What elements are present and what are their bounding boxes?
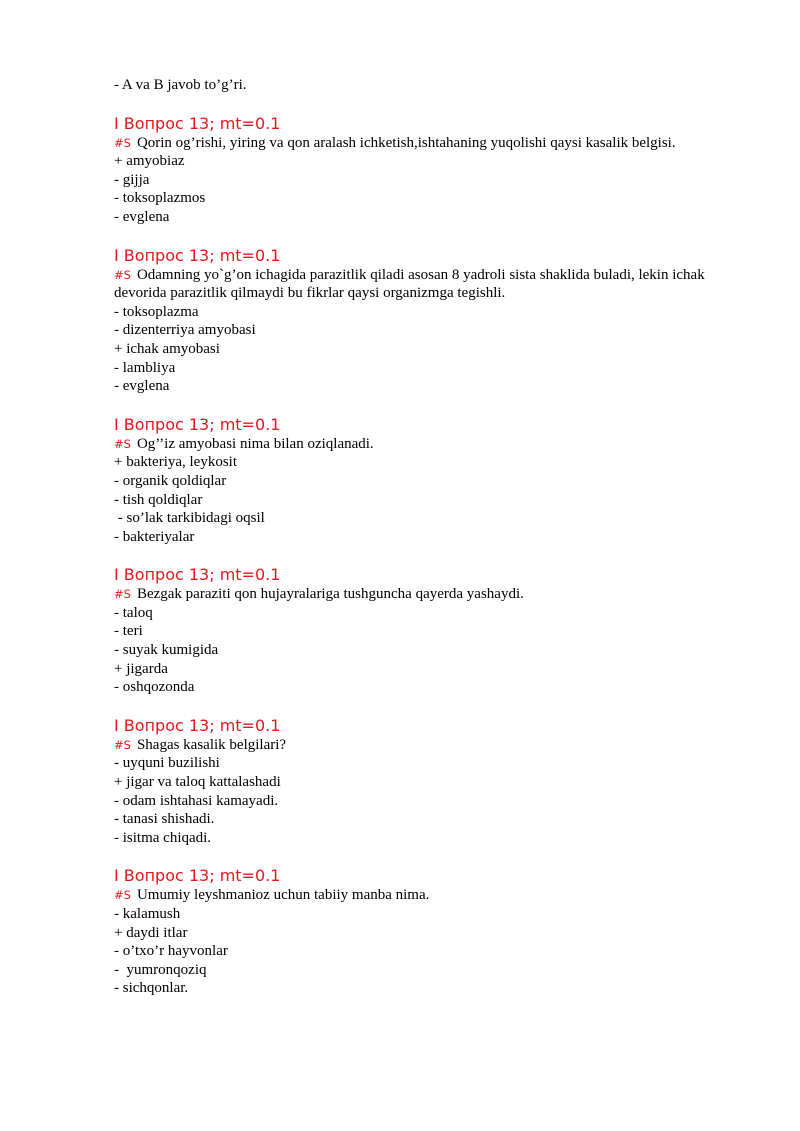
question-tag: #S: [114, 135, 131, 150]
question-tag: #S: [114, 587, 131, 602]
answer-option: - taloq: [114, 604, 153, 621]
question-heading: I Вопрос 13; mt=0.1: [114, 245, 281, 265]
answer-option: - gijja: [114, 171, 150, 188]
answer-option: - organik qoldiqlar: [114, 472, 227, 489]
answer-option: - sichqonlar.: [114, 980, 189, 997]
question-block: [114, 246, 734, 396]
answer-option: - o’txo’r hayvonlar: [114, 943, 228, 960]
question-heading: I Вопрос 13; mt=0.1: [114, 113, 281, 133]
answer-option: - teri: [114, 623, 143, 640]
answer-option: + ichak amyobasi: [114, 340, 220, 357]
answer-option: - isitma chiqadi.: [114, 829, 212, 846]
question-text: Umumiy leyshmanioz uchun tabiiy manba nima.: [136, 887, 430, 904]
answer-option: - oshqozonda: [114, 679, 195, 696]
answer-option: + bakteriya, leykosit: [114, 454, 238, 471]
question-tag: #S: [114, 267, 131, 282]
question-line: [114, 435, 734, 454]
question-tag: #S: [114, 436, 131, 451]
answer-option: - bakteriyalar: [114, 528, 195, 545]
answer-option: - evglena: [114, 208, 170, 225]
answer-option: - yumronqoziq: [114, 961, 207, 978]
question-tag: #S: [114, 737, 131, 752]
question-block: [114, 114, 734, 227]
answer-option: - odam ishtahasi kamayadi.: [114, 792, 279, 809]
question-line: [114, 585, 734, 604]
question-heading: I Вопрос 13; mt=0.1: [114, 414, 281, 434]
answer-option: - tish qoldiqlar: [114, 491, 203, 508]
answer-option: + amyobiaz: [114, 153, 185, 170]
question-line: [114, 736, 734, 755]
answer-option: - evglena: [114, 378, 170, 395]
question-line: [114, 134, 734, 153]
answer-option: + jigar va taloq kattalashadi: [114, 774, 281, 791]
question-block: [114, 415, 734, 547]
answer-option: - toksoplazmos: [114, 190, 206, 207]
question-heading: I Вопрос 13; mt=0.1: [114, 715, 281, 735]
document-page: [114, 76, 734, 1017]
answer-option: - suyak kumigida: [114, 642, 219, 659]
answer-option: - tanasi shishadi.: [114, 811, 215, 828]
question-line: [114, 886, 734, 905]
question-block: [114, 716, 734, 848]
question-heading: I Вопрос 13; mt=0.1: [114, 866, 281, 886]
answer-option: + daydi itlar: [114, 924, 188, 941]
answer-option: - dizenterriya amyobasi: [114, 322, 256, 339]
answer-option: - uyquni buzilishi: [114, 755, 220, 772]
question-text: Odamning yo`g’on ichagida parazitlik qiladi asosan 8 yadroli sista shaklida buladi, lekin ichak devorida parazitlik qilmaydi bu fikrlar qaysi organizmga tegishli.: [114, 266, 705, 302]
question-heading: I Вопрос 13; mt=0.1: [114, 565, 281, 585]
question-block: [114, 866, 734, 998]
answer-option: - lambliya: [114, 359, 176, 376]
answer-option: - toksoplazma: [114, 303, 199, 320]
intro-answer-line: - A va B javob to’g’ri.: [114, 77, 247, 93]
answer-option: - so’lak tarkibidagi oqsil: [114, 510, 265, 527]
answer-option: + jigarda: [114, 660, 168, 677]
question-text: Qorin og’rishi, yiring va qon aralash ichketish,ishtahaning yuqolishi qaysi kasalik belgisi.: [136, 134, 676, 151]
question-block: [114, 565, 734, 697]
question-text: Og’’iz amyobasi nima bilan oziqlanadi.: [136, 435, 374, 452]
question-tag: #S: [114, 888, 131, 903]
question-text: Shagas kasalik belgilari?: [136, 736, 287, 753]
question-line: [114, 266, 734, 303]
answer-option: - kalamush: [114, 906, 181, 922]
question-text: Bezgak paraziti qon hujayralariga tushguncha qayerda yashaydi.: [136, 586, 524, 603]
